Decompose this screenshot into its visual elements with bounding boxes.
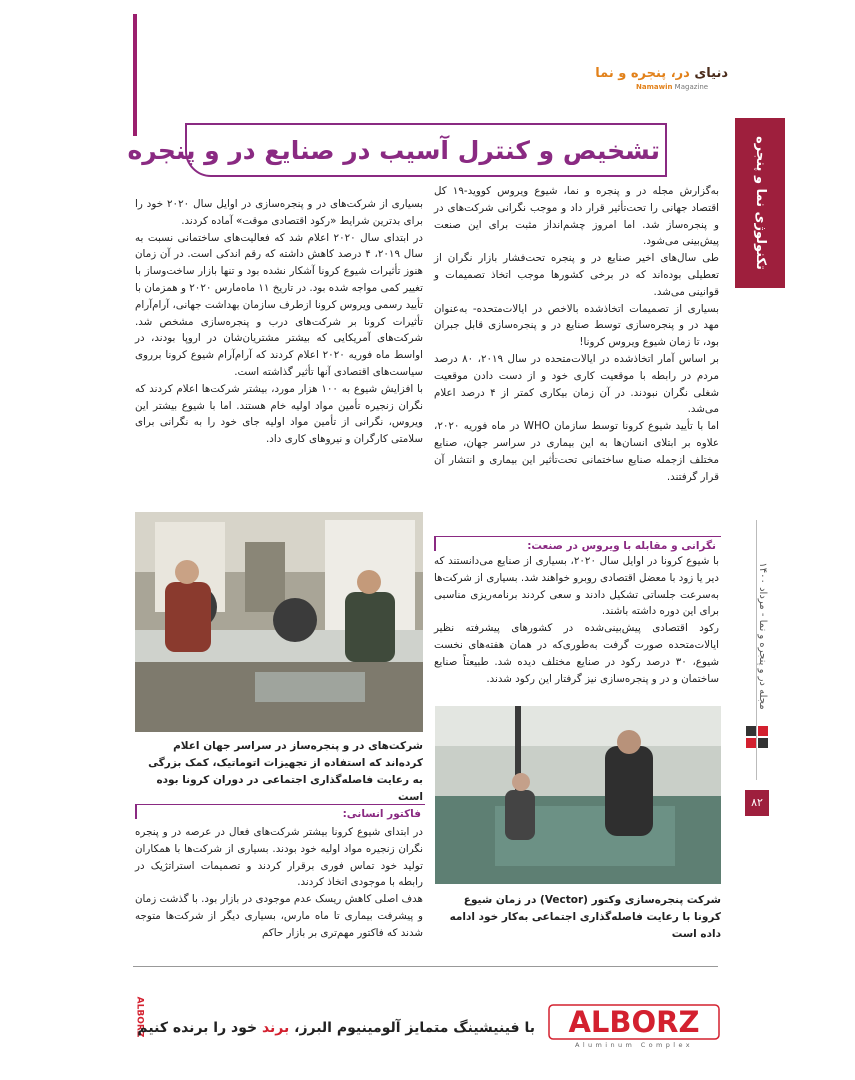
section-tab (735, 118, 785, 288)
logo-sub-brand: Namawin (636, 83, 673, 91)
paragraph: رکود اقتصادی پیش‌بینی‌شده در کشورهای پیشرفته نظیر ایالات‌متحده صورت گرفت به‌طوری‌که در همان هفته‌های نخست شیوع، ۳۰ درصد رکود در صنایع مختلف دیده شد. طبیعتاً صنایع ساختمان و در و پنجره‌سازی نیز گرفتار این رکود شدند. (434, 622, 720, 685)
ad-tagline: Aluminum Complex (574, 1041, 694, 1049)
photo-caption-left: شرکت‌های در و پنجره‌ساز در سراسر جهان اعلام کرده‌اند که استفاده از تجهیزات اتوماتیک، کمک بزرگی به رعایت فاصله‌گذاری اجتماعی در دوران کرونا بوده است (148, 740, 423, 803)
section-heading-concern: نگرانی و مقابله با ویروس در صنعت: (527, 540, 716, 552)
paragraph: بسیاری از تصمیمات اتخاذشده بالاخص در ایالات‌متحده- به‌عنوان مهد در و پنجره‌سازی توسط صنایع در و پنجره‌سازی قابل جبران بود، تا زمان شیوع ویروس کرونا! (434, 302, 719, 349)
left-column (135, 196, 423, 448)
paragraph: با افزایش شیوع به ۱۰۰ هزار مورد، بیشتر شرکت‌ها اعلام کردند که نگران زنجیره تأمین مواد اولیه خام هستند. اما با شیوع بیشتر این ویروس، نگرانی از تأمین مواد اولیه جای خود را به نگرانی برای سلامتی کارگران و نیروهای کاری داد. (135, 382, 424, 446)
photo-caption-right: شرکت پنجره‌سازی وکتور (Vector) در زمان شیوع کرونا با رعایت فاصله‌گذاری اجتماعی به‌کار خود ادامه داده است (449, 894, 721, 940)
right-column (434, 183, 719, 485)
page-number: ۸۲ (745, 790, 769, 816)
ad-slogan-brand: برند (261, 1020, 290, 1036)
logo-title-accent: در، پنجره و نما (595, 66, 690, 81)
factory-photo (135, 512, 423, 732)
logo-sub-rest: Magazine (672, 83, 709, 91)
ad-divider (133, 966, 718, 967)
glass-worker-photo (435, 706, 721, 884)
magazine-logo-subtitle (636, 82, 728, 92)
magazine-logo (595, 66, 728, 96)
ad-slogan-part: با فینیشینگ متمایز آلومینیوم البرز، (289, 1020, 535, 1036)
logo-title-part: دنیای (689, 66, 728, 81)
magazine-logo-title (595, 66, 728, 82)
paragraph: با شیوع کرونا در اوایل سال ۲۰۲۰، بسیاری از صنایع می‌دانستند که دیر یا زود با معضل اقتصادی روبرو خواهند شد. بسیاری از شرکت‌ها به‌سرعت جلساتی تشکیل دادند و سعی کردند برنامه‌ریزی مناسبی برای این دوره داشته باشند. (434, 555, 720, 618)
paragraph: بر اساس آمار اتخاذشده در ایالات‌متحده در سال ۲۰۱۹، ۸۰ درصد مردم در رابطه با موقعیت کاری خود و از دست دادن موقعیت شغلی نگران نبودند. در آن زمان بیکاری کمتر از ۴ درصد اعلام می‌شد. (434, 352, 719, 416)
paragraph: به‌گزارش مجله در و پنجره و نما، شیوع ویروس کووید-۱۹ کل اقتصاد جهانی را تحت‌تأثیر قرار داد و موجب نگرانی شرکت‌های در و پنجره‌ساز شد. اما امروز چشم‌انداز مثبت برای این صنعت پیش‌بینی می‌شود. (434, 185, 719, 248)
window-logo-icon (744, 722, 770, 752)
human-section-text (135, 824, 423, 942)
paragraph: بسیاری از شرکت‌های در و پنجره‌سازی در اوایل سال ۲۰۲۰ خود را برای بدترین شرایط «رکود اقتصادی موقت» آماده کردند. (135, 198, 423, 227)
svg-text:ALBORZ: ALBORZ (568, 1005, 700, 1039)
paragraph: در ابتدای شیوع کرونا بیشتر شرکت‌های فعال در عرصه در و پنجره نگران زنجیره مواد اولیه خود بودند. بسیاری از شرکت‌ها با همکاران تولید خود تماس فوری برقرار کردند و تصمیمات استراتژیک در رابطه با موجودی اتخاذ کردند. (135, 826, 423, 889)
paragraph: در ابتدای سال ۲۰۲۰ اعلام شد که فعالیت‌های ساختمانی نسبت به سال ۲۰۱۹، ۴ درصد کاهش داشته که رقم اندکی است. در آن زمان هنوز تأثیرات شیوع کرونا آشکار نشده بود و تنها بازار ساخت‌وساز با تغییر کمی مواجه شده بود. در تاریخ ۱۱ ماه‌مارس ۲۰۲۰ و همزمان با تأیید رسمی ویروس کرونا ازطرف سازمان بهداشت جهانی، آرام‌آرام تأثیرات کرونا بر شرکت‌های درب و پنجره‌سازی مشخص شد. شرکت‌های آمریکایی که بیشتر مشتریان‌شان در اروپا بودند، در اواسط ماه فوریه ۲۰۲۰ اعلام کردند که آرام‌آرام شیوع کرونا برروی سیاست‌های اقتصادی آنها تأثیر گذاشته است. (135, 231, 423, 378)
paragraph: هدف اصلی کاهش ریسک عدم موجودی در بازار بود. با گذشت زمان و پیشرفت بیماری تا ماه مارس، بسیاری دیگر از شرکت‌ها متوجه شدند که فاکتور مهم‌تری بر بازار حاکم (135, 893, 423, 939)
ad-slogan (137, 1017, 535, 1039)
paragraph: طی سال‌های اخیر صنایع در و پنجره تحت‌فشار بازار نگران از تعطیلی بوده‌اند که در برخی کشورها موجب اتخاذ تصمیمات و قوانینی می‌شد. (434, 252, 719, 298)
svg-text:ALBORZ: ALBORZ (134, 996, 145, 1038)
section-tab-label: تکنولوژی نما و پنجره (753, 136, 768, 270)
concern-section-text (434, 553, 719, 687)
paragraph: اما با تأیید شیوع کرونا توسط سازمان WHO در ماه فوریه ۲۰۲۰، علاوه بر ابتلای انسان‌ها به این بیماری در سراسر جهان، صنایع مختلف ازجمله صنایع ساختمانی تحت‌تأثیر این بیماری و انتشار آن قرار گرفتند. (434, 420, 719, 483)
ad-slogan-part: خود را برنده کنیم (137, 1020, 262, 1036)
section-heading-human: فاکتور انسانی: (342, 808, 421, 820)
decorative-rule (133, 14, 137, 136)
article-title: تشخیص و کنترل آسیب در صنایع در و پنجره (127, 136, 660, 165)
issue-info: مجله در و پنجره و نما - مرداد ۱۴۰۰ (757, 562, 768, 710)
